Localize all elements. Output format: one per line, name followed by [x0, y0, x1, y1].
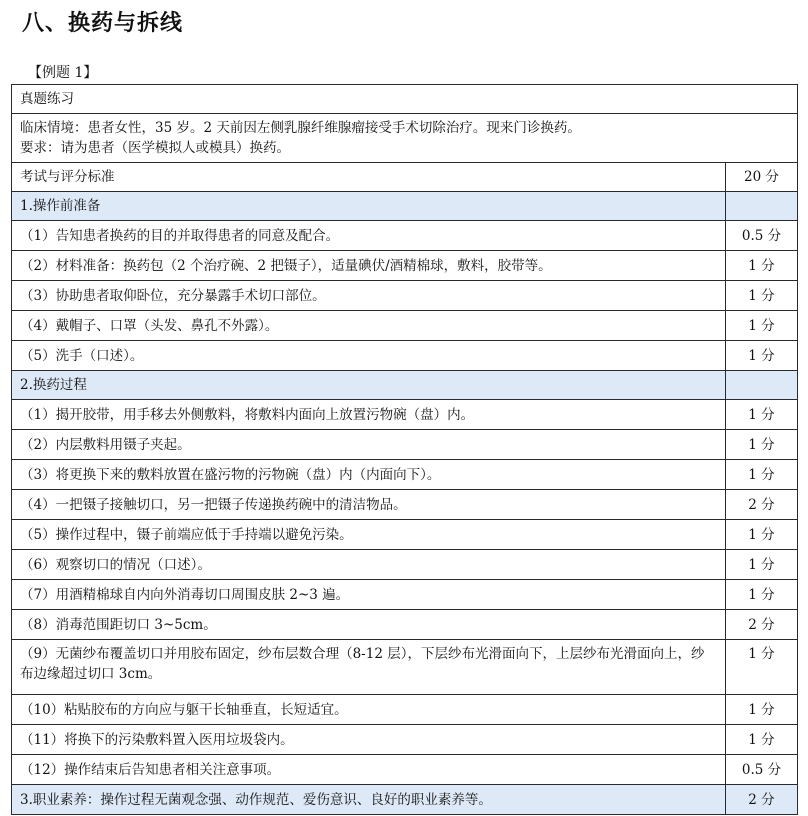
- section-header-row: [12, 192, 798, 221]
- section1-title: 1.操作前准备: [12, 192, 726, 221]
- item-text: （5）洗手（口述）。: [12, 341, 726, 371]
- item-text: （4）戴帽子、口罩（头发、鼻孔不外露）。: [12, 311, 726, 341]
- page-title: 八、换药与拆线: [22, 11, 184, 36]
- item-points: 2 分: [726, 490, 798, 520]
- table-row: [12, 640, 798, 695]
- item-points: 2 分: [726, 610, 798, 640]
- section2-points-empty: [726, 371, 798, 400]
- section3-points: 2 分: [726, 785, 798, 815]
- table-row: [12, 251, 798, 281]
- scenario-text: 临床情境：患者女性，35 岁。2 天前因左侧乳腺纤维腺瘤接受手术切除治疗。现来门诊换药。: [20, 120, 581, 136]
- item-text: （6）观察切口的情况（口述）。: [12, 550, 726, 580]
- table-row: [12, 755, 798, 785]
- section-header-row: [12, 785, 798, 815]
- item-points: 1 分: [726, 430, 798, 460]
- table-row: [12, 725, 798, 755]
- item-text: （12）操作结束后告知患者相关注意事项。: [12, 755, 726, 785]
- practice-label: 真题练习: [12, 85, 798, 114]
- section3-title: 3.职业素养：操作过程无菌观念强、动作规范、爱伤意识、良好的职业素养等。: [12, 785, 726, 815]
- item-points: 0.5 分: [726, 221, 798, 251]
- criteria-header: 考试与评分标准: [12, 163, 726, 192]
- table-row: [12, 281, 798, 311]
- item-text: （11）将换下的污染敷料置入医用垃圾袋内。: [12, 725, 726, 755]
- item-text: （1）揭开胶带，用手移去外侧敷料，将敷料内面向上放置污物碗（盘）内。: [12, 400, 726, 430]
- table-row: [12, 221, 798, 251]
- table-row: [12, 490, 798, 520]
- item-points: 1 分: [726, 281, 798, 311]
- item-text: （7）用酒精棉球自内向外消毒切口周围皮肤 2~3 遍。: [12, 580, 726, 610]
- item-text: （3）协助患者取仰卧位，充分暴露手术切口部位。: [12, 281, 726, 311]
- item-points: 1 分: [726, 580, 798, 610]
- total-points: 20 分: [726, 163, 798, 192]
- scoring-table: [11, 84, 798, 815]
- item-points: 1 分: [726, 251, 798, 281]
- item-points: 1 分: [726, 460, 798, 490]
- item-points: 1 分: [726, 311, 798, 341]
- scenario-row: [12, 114, 798, 163]
- item-points: 1 分: [726, 520, 798, 550]
- table-row: [12, 580, 798, 610]
- item-text: （10）粘贴胶布的方向应与躯干长轴垂直，长短适宜。: [12, 695, 726, 725]
- table-row: [12, 460, 798, 490]
- item-points: 1 分: [726, 341, 798, 371]
- section2-title: 2.换药过程: [12, 371, 726, 400]
- item-points: 1 分: [726, 550, 798, 580]
- item-text: （3）将更换下来的敷料放置在盛污物的污物碗（盘）内（内面向下）。: [12, 460, 726, 490]
- item-text: （5）操作过程中，镊子前端应低于手持端以避免污染。: [12, 520, 726, 550]
- item-points: 1 分: [726, 695, 798, 725]
- item-text: （8）消毒范围距切口 3~5cm。: [12, 610, 726, 640]
- table-row: [12, 400, 798, 430]
- item-points: 1 分: [726, 400, 798, 430]
- item-points: 1 分: [726, 725, 798, 755]
- item-points: 1 分: [726, 640, 798, 695]
- requirement-text: 要求：请为患者（医学模拟人或模具）换药。: [20, 140, 290, 156]
- item-text: （1）告知患者换药的目的并取得患者的同意及配合。: [12, 221, 726, 251]
- table-row: [12, 430, 798, 460]
- item-text: （2）材料准备：换药包（2 个治疗碗、2 把镊子），适量碘伏/酒精棉球，敷料，胶带等。: [12, 251, 726, 281]
- table-row: [12, 550, 798, 580]
- example-label: 【例题 1】: [28, 65, 98, 81]
- scenario-cell: [12, 114, 798, 163]
- section1-points-empty: [726, 192, 798, 221]
- item-text: （9）无菌纱布覆盖切口并用胶布固定，纱布层数合理（8-12 层），下层纱布光滑面向下，上层纱布光滑面向上，纱布边缘超过切口 3cm。: [12, 640, 726, 695]
- table-row: [12, 520, 798, 550]
- item-points: 0.5 分: [726, 755, 798, 785]
- table-row: [12, 341, 798, 371]
- table-row: [12, 610, 798, 640]
- item-text: （4）一把镊子接触切口，另一把镊子传递换药碗中的清洁物品。: [12, 490, 726, 520]
- section-header-row: [12, 371, 798, 400]
- table-row: [12, 695, 798, 725]
- item-text: （2）内层敷料用镊子夹起。: [12, 430, 726, 460]
- table-row: [12, 311, 798, 341]
- practice-row: [12, 85, 798, 114]
- criteria-header-row: [12, 163, 798, 192]
